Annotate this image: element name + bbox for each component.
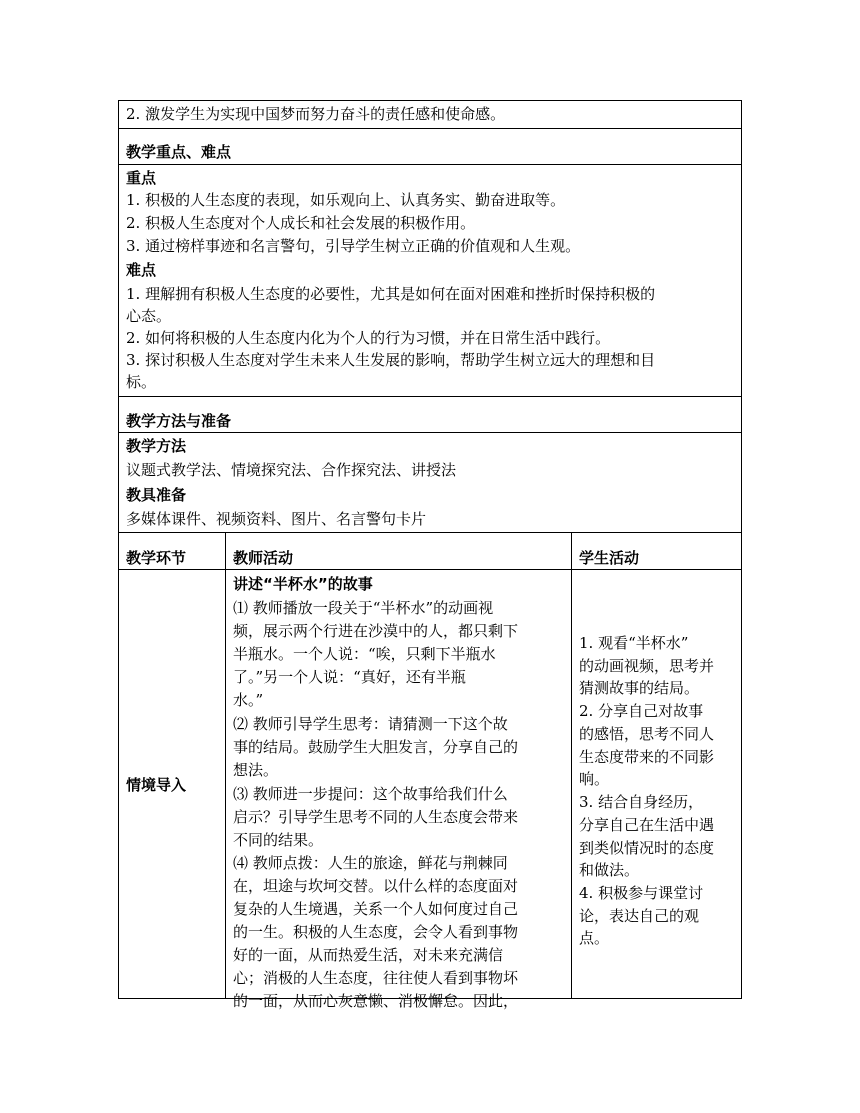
row-divider (118, 569, 742, 570)
difficult-point-line: 2. 如何将积极的人生态度内化为个人的行为习惯，并在日常生活中践行。 (126, 329, 611, 347)
column-header-student: 学生活动 (579, 549, 640, 567)
student-activity-line: 的感悟，思考不同人 (579, 725, 715, 743)
student-activity-line: 2. 分享自己对故事 (579, 702, 704, 720)
methods-text: 议题式教学法、情境探究法、合作探究法、讲授法 (126, 461, 457, 479)
teacher-activity-line: 复杂的人生境遇，关系一个人如何度过自己 (233, 900, 519, 918)
student-activity-line: 到类似情况时的态度 (579, 839, 715, 857)
student-activity-line: 点。 (579, 929, 610, 947)
student-activity-line: 的动画视频，思考并 (579, 657, 715, 675)
tools-text: 多媒体课件、视频资料、图片、名言警句卡片 (126, 510, 427, 528)
student-activity-line: 猜测故事的结局。 (579, 679, 700, 697)
student-activity-line: 4. 积极参与课堂讨 (579, 884, 704, 902)
key-points-heading: 重点 (126, 169, 157, 187)
student-activity-line: 论，表达自己的观 (579, 907, 700, 925)
difficult-points-heading: 难点 (126, 261, 157, 279)
method-section-title: 教学方法与准备 (126, 412, 232, 430)
column-header-stage: 教学环节 (126, 549, 187, 567)
teacher-activity-line: 在，坦途与坎坷交替。以什么样的态度面对 (233, 877, 519, 895)
tools-heading: 教具准备 (126, 486, 187, 504)
focus-section-title: 教学重点、难点 (126, 143, 232, 161)
key-point: 3. 通过榜样事迹和名言警句，引导学生树立正确的价值观和人生观。 (126, 237, 581, 255)
row-divider (118, 532, 742, 533)
teacher-activity-line: 了。”另一个人说：“真好，还有半瓶 (233, 668, 466, 686)
column-header-teacher: 教师活动 (233, 549, 294, 567)
key-point: 1. 积极的人生态度的表现，如乐观向上、认真务实、勤奋进取等。 (126, 191, 566, 209)
teacher-activity-line: 的一生。积极的人生态度，会令人看到事物 (233, 923, 519, 941)
teacher-activity-line: 心；消极的人生态度，往往使人看到事物坏 (233, 969, 519, 987)
teacher-activity-line: 好的一面，从而热爱生活，对未来充满信 (233, 946, 504, 964)
student-activity-line: 响。 (579, 770, 610, 788)
teacher-activity-line: ⑴ 教师播放一段关于“半杯水”的动画视 (233, 599, 494, 617)
goal-line: 2. 激发学生为实现中国梦而努力奋斗的责任感和使命感。 (126, 105, 506, 123)
student-activity-line: 3. 结合自身经历， (579, 793, 704, 811)
student-activity-line: 和做法。 (579, 861, 640, 879)
teacher-activity-title: 讲述“半杯水”的故事 (233, 575, 373, 593)
teacher-activity-line: 想法。 (233, 761, 279, 779)
difficult-point-line: 3. 探讨积极人生态度对学生未来人生发展的影响，帮助学生树立远大的理想和目 (126, 351, 656, 369)
teacher-activity-line: 事的结局。鼓励学生大胆发言，分享自己的 (233, 738, 519, 756)
teacher-activity-line: 启示？引导学生思考不同的人生态度会带来 (233, 808, 519, 826)
difficult-point-line: 1. 理解拥有积极人生态度的必要性，尤其是如何在面对困难和挫折时保持积极的 (126, 285, 656, 303)
difficult-point-line: 心态。 (126, 307, 172, 325)
teacher-activity-line: 水。” (233, 691, 264, 709)
teacher-activity-line: ⑶ 教师进一步提问：这个故事给我们什么 (233, 785, 508, 803)
row-divider (118, 396, 742, 397)
difficult-point-line: 标。 (126, 373, 157, 391)
row-divider (118, 432, 742, 433)
methods-heading: 教学方法 (126, 437, 187, 455)
row-divider (118, 164, 742, 165)
teacher-activity-line: 的一面，从而心灰意懒、消极懈怠。因此， (233, 992, 519, 1010)
teacher-activity-line: ⑵ 教师引导学生思考：请猜测一下这个故 (233, 715, 508, 733)
teacher-activity-line: ⑷ 教师点拨：人生的旅途，鲜花与荆棘同 (233, 854, 508, 872)
teacher-activity-line: 频，展示两个行进在沙漠中的人，都只剩下 (233, 622, 519, 640)
student-activity-line: 生态度带来的不同影 (579, 748, 715, 766)
teacher-activity-line: 不同的结果。 (233, 831, 324, 849)
row-divider (118, 128, 742, 129)
key-point: 2. 积极人生态度对个人成长和社会发展的积极作用。 (126, 214, 476, 232)
column-divider (571, 532, 572, 999)
column-divider (225, 532, 226, 999)
student-activity-line: 分享自己在生活中遇 (579, 816, 715, 834)
student-activity-line: 1. 观看“半杯水” (579, 634, 689, 652)
teacher-activity-line: 半瓶水。一个人说：“唉，只剩下半瓶水 (233, 645, 496, 663)
stage-label: 情境导入 (126, 776, 187, 794)
